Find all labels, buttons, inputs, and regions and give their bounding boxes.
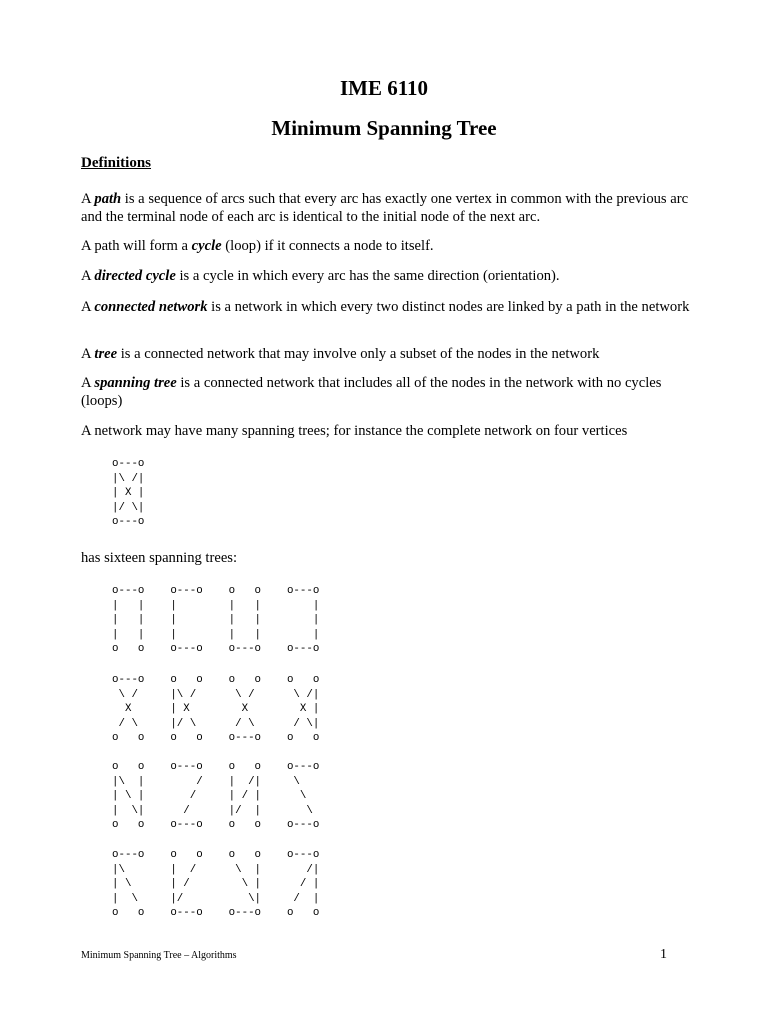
section-heading-definitions: Definitions bbox=[81, 155, 152, 171]
term-spanning-tree: spanning tree bbox=[94, 375, 177, 391]
footer-text: Minimum Spanning Tree – Algorithms bbox=[81, 950, 237, 961]
definition-path: A path is a sequence of arcs such that every arc has exactly one vertex in common with the previous arc and the terminal node of each arc is identical to the initial node of the next arc. bbox=[81, 191, 689, 225]
definition-cycle: A path will form a cycle (loop) if it connects a node to itself. bbox=[81, 238, 434, 254]
definition-directed-cycle: A directed cycle is a cycle in which every arc has the same direction (orientation). bbox=[81, 268, 560, 284]
term-cycle: cycle bbox=[191, 238, 222, 254]
page-title: Minimum Spanning Tree bbox=[271, 116, 497, 140]
spanning-tree-count-text: has sixteen spanning trees: bbox=[81, 550, 238, 566]
complete-network-diagram: o---o |\ /| | X | |/ \| o---o bbox=[112, 458, 145, 529]
definition-spanning-tree: A spanning tree is a connected network that includes all of the nodes in the network with no cycles (loops) bbox=[81, 375, 662, 409]
term-path: path bbox=[94, 191, 122, 207]
term-connected-network: connected network bbox=[94, 299, 208, 315]
term-tree: tree bbox=[94, 346, 118, 362]
course-title: IME 6110 bbox=[339, 76, 429, 100]
example-intro: A network may have many spanning trees; for instance the complete network on four vertices bbox=[81, 423, 628, 439]
page-number: 1 bbox=[660, 947, 667, 962]
term-directed-cycle: directed cycle bbox=[94, 268, 176, 284]
spanning-trees-row-3: o o o---o o o o---o |\ | / | /| \ | \ | / | / | \ | \| / |/ | \ o o o---o o o o---o bbox=[112, 761, 320, 832]
spanning-trees-row-4: o---o o o o o o---o |\ | / \ | /| | \ | / \ | / | | \ |/ \| / | o o o---o o---o o o bbox=[112, 849, 320, 920]
spanning-trees-row-1: o---o o---o o o o---o | | | | | | | | | | | | | | | | | | o o o---o o---o o---o bbox=[112, 585, 320, 656]
spanning-trees-row-2: o---o o o o o o o \ / |\ / \ / \ /| X | X X X | / \ |/ \ / \ / \| o o o o o---o o o bbox=[112, 674, 320, 745]
definition-connected-network: A connected network is a network in which every two distinct nodes are linked by a path in the network bbox=[81, 299, 690, 315]
definition-tree: A tree is a connected network that may involve only a subset of the nodes in the network bbox=[81, 346, 600, 362]
